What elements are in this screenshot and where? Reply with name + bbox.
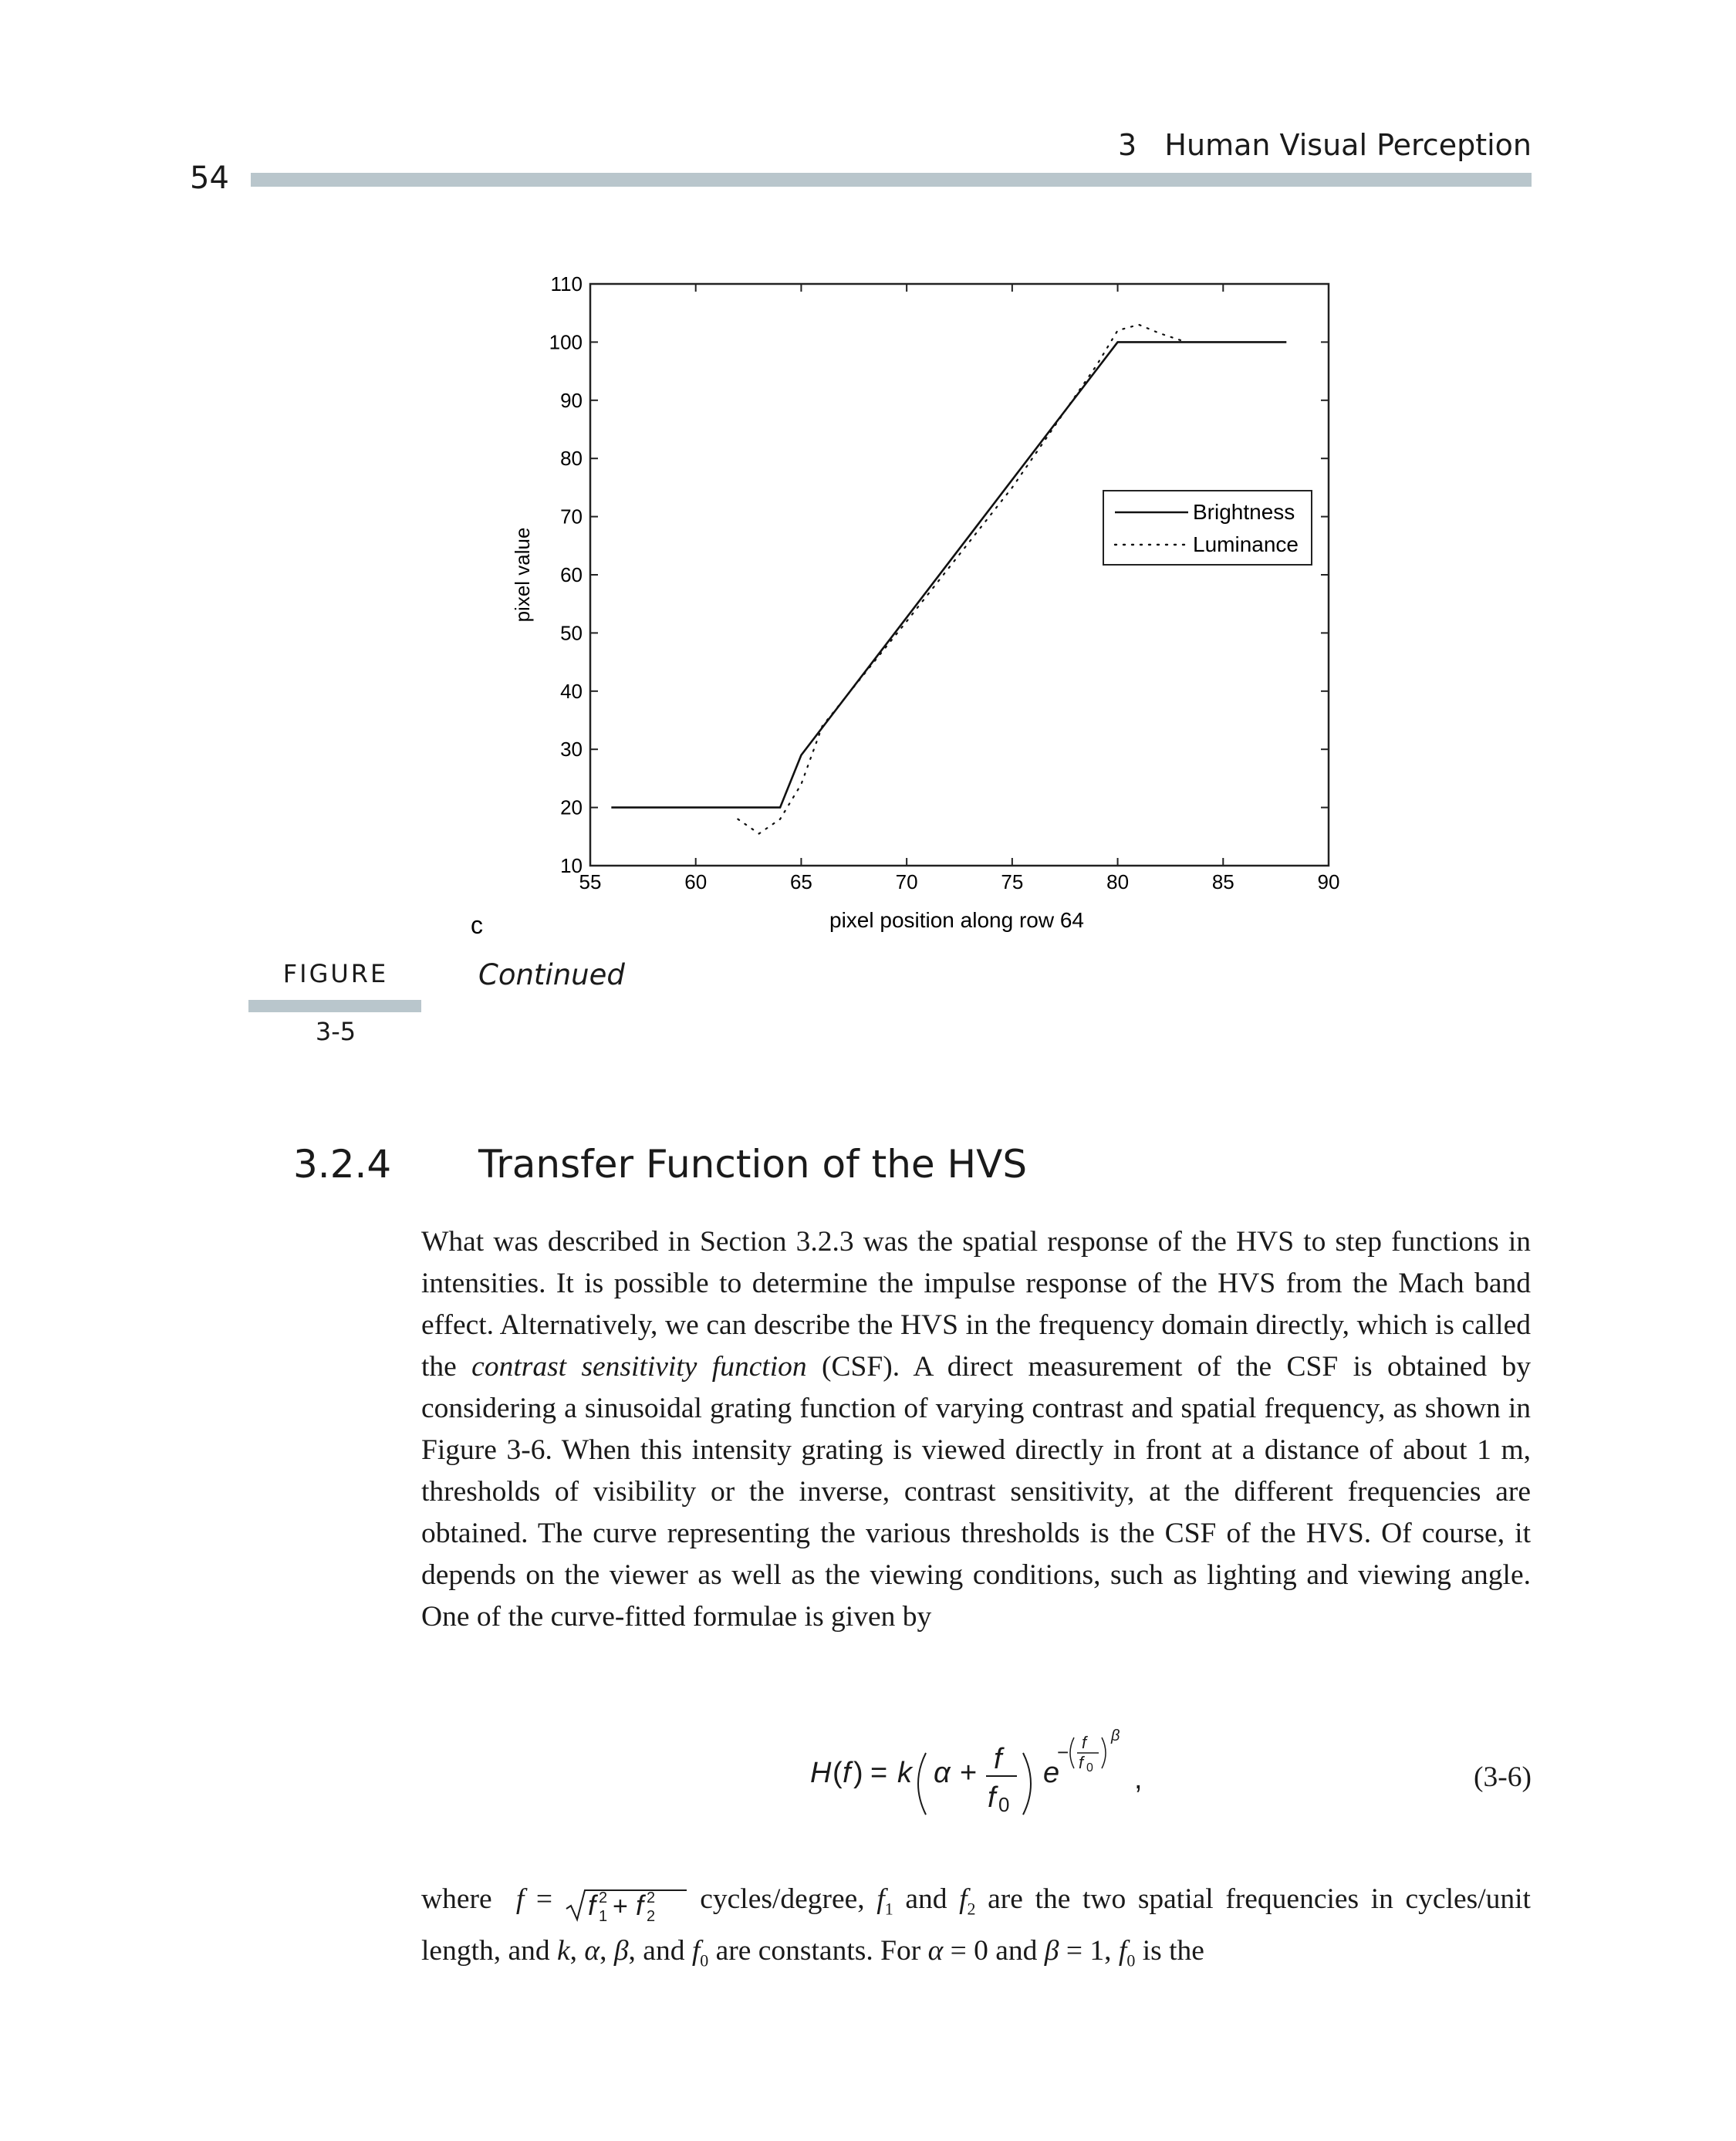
svg-text:H: H xyxy=(810,1757,832,1789)
equation-3-6 xyxy=(795,1721,1196,1836)
svg-text:): ) xyxy=(853,1757,863,1789)
svg-text:f: f xyxy=(587,1889,596,1922)
x-tick-label: 80 xyxy=(1106,870,1130,893)
svg-text:(: ( xyxy=(833,1757,843,1789)
y-tick-label: 110 xyxy=(550,272,583,295)
svg-text:2: 2 xyxy=(646,1908,655,1925)
svg-text:−: − xyxy=(1057,1741,1069,1764)
svg-text:2: 2 xyxy=(646,1889,655,1907)
chart xyxy=(0,0,1736,957)
y-axis-label: pixel value xyxy=(511,527,534,623)
f-definition: f xyxy=(491,1883,525,1915)
chart-ticks xyxy=(549,272,1340,893)
svg-text:f: f xyxy=(1082,1733,1087,1752)
svg-text:+: + xyxy=(612,1892,628,1922)
svg-text:f: f xyxy=(1079,1753,1084,1772)
y-tick-label: 100 xyxy=(549,330,583,354)
body-paragraph xyxy=(421,1221,1531,1638)
x-tick-label: 70 xyxy=(895,870,918,893)
y-tick-label: 40 xyxy=(560,679,583,703)
svg-text:+: + xyxy=(960,1757,978,1789)
svg-text:2: 2 xyxy=(598,1889,607,1907)
y-tick-label: 90 xyxy=(560,388,583,412)
p2-text-e: is the xyxy=(1135,1934,1204,1967)
section-number: 3.2.4 xyxy=(293,1142,392,1187)
y-tick-label: 60 xyxy=(560,563,583,586)
svg-text:0: 0 xyxy=(1086,1761,1093,1775)
svg-text:,: , xyxy=(1134,1763,1143,1795)
body-paragraph-2: where f = f 2 1 + f 2 2 cycles/degree, $f_1$ and $f_2$ are the two spatial frequencies in cycles/unit length, and k, α, β, and $f_0$ are constants. For α = 0 and β = 1, $f_0$ is the xyxy=(421,1883,1531,1970)
series-luminance xyxy=(738,325,1180,834)
y-tick-label: 10 xyxy=(560,854,583,877)
paragraph-text-b: (CSF). A direct measurement of the CSF is obtained by considering a sinusoidal grating function of varying contrast and spatial frequency, as shown in Figure 3-6. When this intensity grating is viewed directly in front at a distance of about 1 m, thresholds of visibility or the inverse, contrast sensitivity, at the different frequencies are obtained. The curve representing the various thresholds is the CSF of the HVS. Of course, it depends on the viewer as well as the viewing conditions, such as lighting and viewing angle. One of the curve-fitted formulae is given by xyxy=(421,1351,1531,1633)
y-tick-label: 30 xyxy=(560,738,583,762)
where-word: where xyxy=(421,1883,492,1915)
figure-number: 3-5 xyxy=(315,1017,356,1046)
plot-frame xyxy=(590,284,1329,866)
svg-text:=: = xyxy=(870,1757,888,1789)
x-tick-label: 85 xyxy=(1211,870,1234,893)
y-tick-label: 70 xyxy=(560,505,583,528)
sqrt-expression xyxy=(565,1887,688,1924)
x-tick-label: 60 xyxy=(684,870,708,893)
paragraph-text-a: What was described in Section 3.2.3 was the spatial response of the HVS to step functions in intensities. It is possible to determine the impulse response of the HVS from the Mach band effect. Alternatively, we can describe the HVS in the frequency domain directly, which is called the xyxy=(421,1226,1531,1383)
svg-text:k: k xyxy=(897,1757,912,1789)
y-tick-label: 80 xyxy=(560,447,583,471)
p2-text-b: and xyxy=(893,1883,960,1915)
chart-legend xyxy=(1103,491,1312,565)
x-tick-label: 55 xyxy=(579,870,602,893)
figure-label: FIGURE xyxy=(282,959,389,988)
y-tick-label: 50 xyxy=(560,621,583,645)
svg-text:f: f xyxy=(988,1781,996,1814)
page-number: 54 xyxy=(190,160,229,196)
x-tick-label: 75 xyxy=(1001,870,1024,893)
section-title: Transfer Function of the HVS xyxy=(478,1142,1028,1187)
svg-text:f: f xyxy=(843,1757,851,1789)
svg-text:f: f xyxy=(994,1743,1002,1775)
figure-bar xyxy=(248,1000,421,1012)
svg-text:1: 1 xyxy=(598,1908,607,1925)
chart-axes xyxy=(590,284,1329,866)
series-brightness xyxy=(611,342,1286,807)
x-axis-label: pixel position along row 64 xyxy=(829,908,1084,932)
x-tick-label: 90 xyxy=(1317,870,1340,893)
y-tick-label: 20 xyxy=(560,795,583,819)
p2-text-a: cycles/degree, xyxy=(687,1883,877,1915)
svg-text:e: e xyxy=(1043,1757,1060,1789)
equation-number: (3-6) xyxy=(1474,1761,1532,1793)
p2-text-c: are the two spatial frequencies in cycles/unit length, and xyxy=(421,1883,1531,1967)
svg-text:0: 0 xyxy=(998,1793,1010,1816)
svg-text:α: α xyxy=(934,1757,951,1789)
panel-letter: c xyxy=(471,911,483,939)
svg-text:β: β xyxy=(1111,1727,1120,1744)
legend-label: Brightness xyxy=(1193,500,1295,524)
x-tick-label: 65 xyxy=(789,870,812,893)
chart-series xyxy=(611,325,1286,834)
csf-term: contrast sensitivity function xyxy=(471,1351,807,1383)
p2-text-d: are constants. For xyxy=(708,1934,928,1967)
running-head: 3 Human Visual Perception xyxy=(1118,128,1532,162)
legend-label: Luminance xyxy=(1193,532,1299,556)
figure-caption: Continued xyxy=(478,958,625,991)
svg-text:f: f xyxy=(635,1889,643,1922)
